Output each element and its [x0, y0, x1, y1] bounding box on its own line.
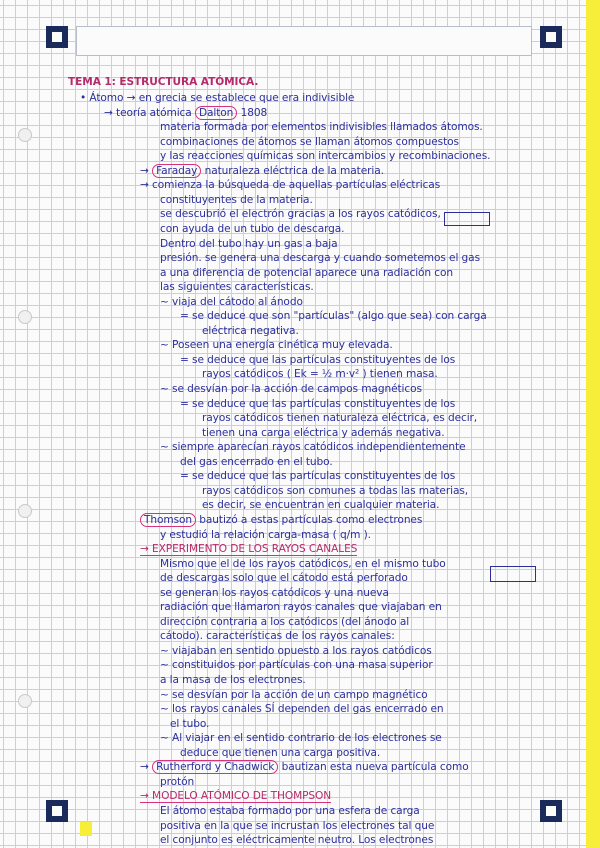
note-text: Dentro del tubo hay un gas a baja: [160, 237, 338, 250]
note-text: a la masa de los electrones.: [160, 674, 306, 686]
note-text: protón: [160, 775, 195, 788]
binder-hole: [18, 504, 32, 518]
note-text: rayos catódicos ( Ek = ½ m·v² ) tienen masa.: [202, 368, 438, 381]
note-text: eléctrica negativa.: [202, 324, 299, 337]
note-text: ~ se desvían por la acción de campos magnéticos: [160, 383, 422, 395]
header-box: [76, 26, 532, 56]
note-text-tail: bautizan esta nueva partícula como: [278, 761, 469, 774]
page-edge-tab: [586, 0, 600, 848]
note-text: constituyentes de la materia.: [160, 193, 313, 206]
note-text: →: [140, 761, 149, 774]
note-text: ~ Poseen una energía cinética muy elevada.: [160, 339, 393, 352]
binder-hole: [18, 694, 32, 708]
note-text: → teoría atómica: [104, 106, 192, 119]
circled-name: Rutherford y Chadwick: [152, 760, 278, 774]
note-text: tienen una carga eléctrica y además negativa.: [202, 426, 445, 439]
binder-hole: [18, 310, 32, 324]
note-text: → comienza la búsqueda de aquellas partículas eléctricas: [140, 179, 441, 192]
note-text: ~ viajaban en sentido opuesto a los rayos catódicos: [160, 644, 432, 657]
note-text: ~ se desvían por la acción de un campo magnético: [160, 688, 428, 701]
canal-ray-tube-sketch: [490, 566, 536, 582]
binder-hole: [18, 128, 32, 142]
note-text: ~ siempre aparecían rayos catódicos independientemente: [160, 441, 466, 454]
note-text-tail: naturaleza eléctrica de la materia.: [201, 164, 384, 177]
note-text: del gas encerrado en el tubo.: [180, 455, 333, 468]
note-text: combinaciones de átomos se llaman átomos compuestos: [160, 135, 459, 148]
note-text: es decir, se encuentran en cualquier materia.: [202, 499, 440, 512]
note-text: y estudió la relación carga-masa ( q/m ).: [160, 528, 371, 541]
note-text: = se deduce que las partículas constituyentes de los: [180, 397, 456, 410]
note-text: el tubo.: [170, 717, 210, 730]
note-text: El átomo estaba formado por una esfera de carga: [160, 804, 420, 817]
note-text: ~ Al viajar en el sentido contrario de los electrones se: [160, 732, 442, 745]
corner-mark-bottom-left: [46, 800, 68, 822]
page-title: TEMA 1: ESTRUCTURA ATÓMICA.: [68, 76, 259, 88]
note-text: con ayuda de un tubo de descarga.: [160, 222, 345, 235]
note-text: cátodo). características de los rayos canales:: [160, 630, 395, 643]
note-text: → MODELO ATÓMICO DE THOMPSON: [140, 790, 332, 803]
note-text: → EXPERIMENTO DE LOS RAYOS CANALES: [140, 543, 358, 556]
note-text: rayos catódicos son comunes a todas las materias,: [202, 484, 469, 497]
note-text: y las reacciones químicas son intercambios y recombinaciones.: [160, 150, 491, 163]
note-text-tail: bautizó a estas partículas como electrones: [196, 513, 423, 526]
note-text: materia formada por elementos indivisibles llamados átomos.: [160, 121, 483, 134]
note-text: de descargas solo que el cátodo está perforado: [160, 572, 408, 585]
note-text: = se deduce que las partículas constituyentes de los: [180, 353, 456, 366]
note-text: ~ los rayos canales SÍ dependen del gas encerrado en: [160, 703, 444, 716]
note-text: • Átomo → en grecia se establece que era indivisible: [80, 92, 355, 104]
note-text: se descubrió el electrón gracias a los rayos catódicos,: [160, 208, 441, 221]
note-text: deduce que tienen una carga positiva.: [180, 746, 381, 759]
circled-name: Dalton: [195, 106, 237, 120]
circled-name: Faraday: [152, 164, 201, 178]
note-line: [160, 832, 532, 848]
corner-mark-top-left: [46, 26, 68, 48]
yellow-tab: [80, 822, 92, 836]
corner-mark-bottom-right: [540, 800, 562, 822]
circled-name: Thomson: [140, 513, 196, 527]
note-text: el conjunto es eléctricamente neutro. Los electrones: [160, 834, 434, 847]
discharge-tube-sketch: [444, 212, 490, 226]
note-text: dirección contraria a los catódicos (del ánodo al: [160, 615, 410, 628]
note-text: →: [140, 164, 149, 177]
note-text: = se deduce que las partículas constituyentes de los: [180, 470, 456, 483]
note-text: ~ constituidos por partículas con una masa superior: [160, 659, 433, 672]
note-text: a una diferencia de potencial aparece una radiación con: [160, 266, 454, 279]
note-text: rayos catódicos tienen naturaleza eléctrica, es decir,: [202, 412, 478, 425]
note-text: Mismo que el de los rayos catódicos, en el mismo tubo: [160, 557, 446, 570]
note-text: se generan los rayos catódicos y una nueva: [160, 586, 389, 599]
corner-mark-top-right: [540, 26, 562, 48]
note-text: ~ viaja del cátodo al ánodo: [160, 295, 303, 308]
note-text: = se deduce que son "partículas" (algo que sea) con carga: [180, 310, 487, 323]
note-text: positiva en la que se incrustan los electrones tal que: [160, 819, 435, 832]
note-text: radiación que llamaron rayos canales que viajaban en: [160, 601, 442, 614]
note-text: presión. se genera una descarga y cuando sometemos el gas: [160, 252, 480, 265]
note-text-tail: 1808: [237, 106, 268, 119]
note-text: las siguientes características.: [160, 281, 314, 294]
